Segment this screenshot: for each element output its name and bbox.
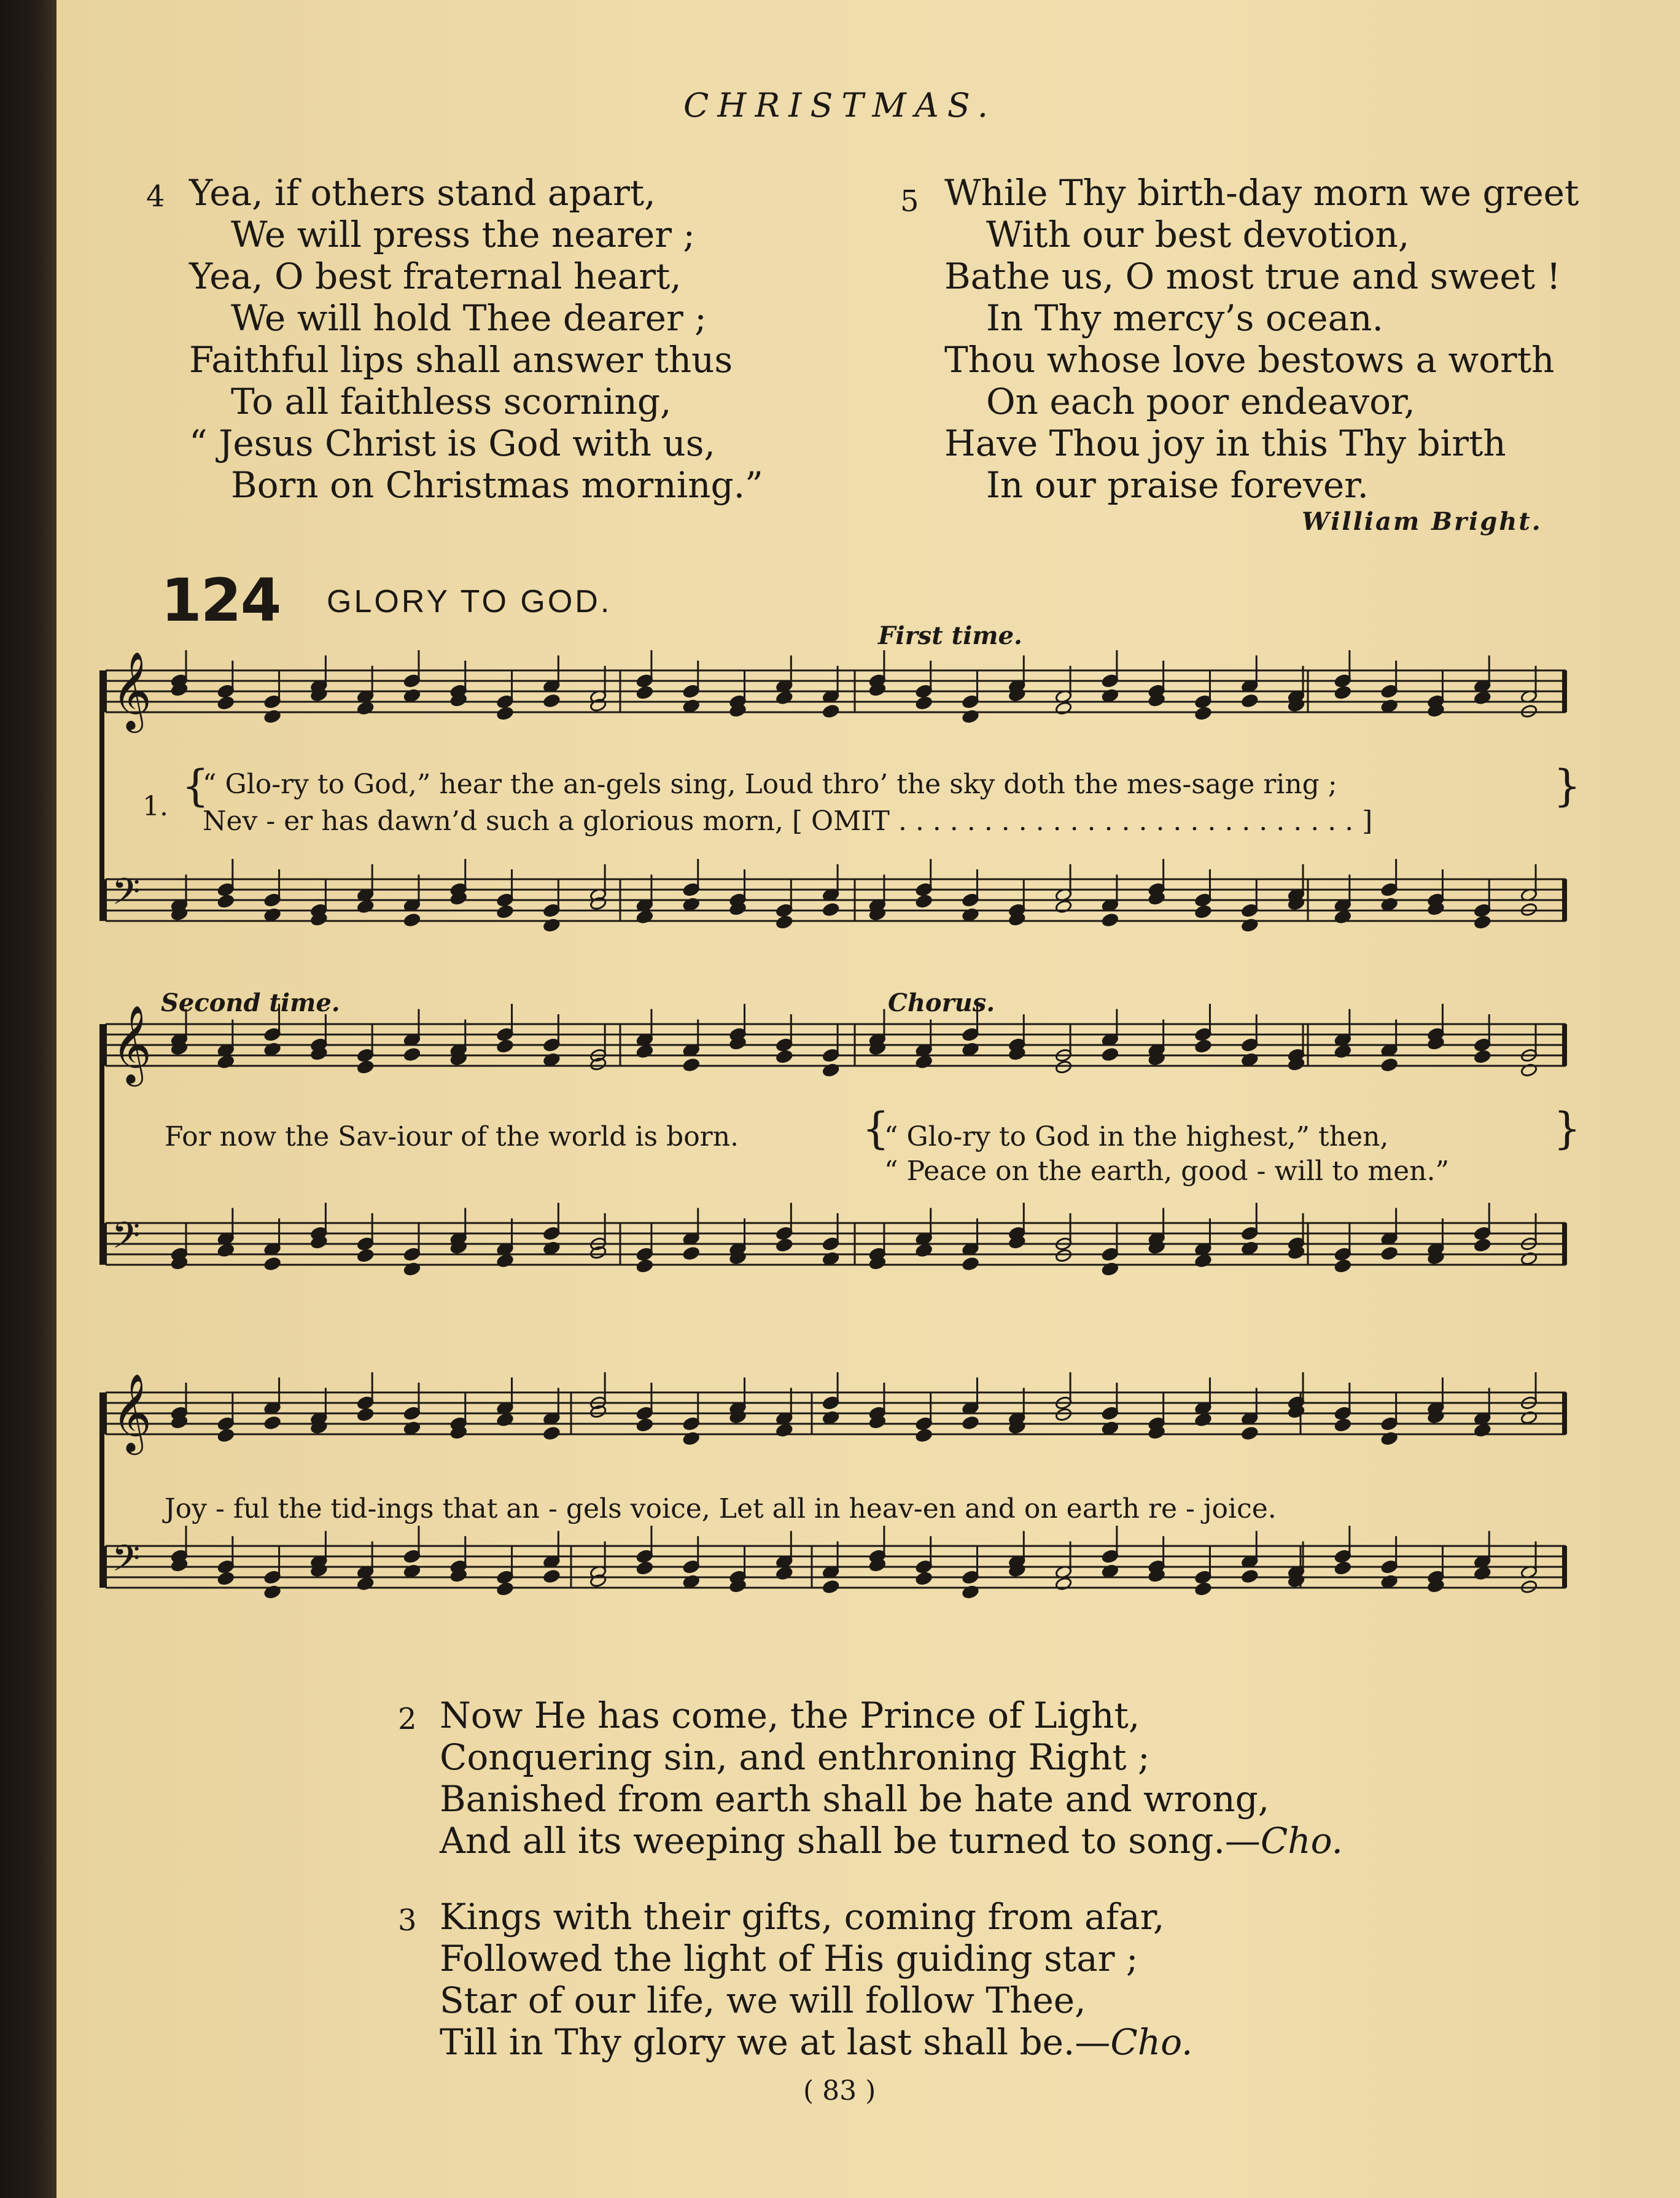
verse-line: Banished from earth shall be hate and wrong, xyxy=(440,1778,1270,1820)
notehead xyxy=(217,696,235,710)
notehead xyxy=(1474,915,1491,929)
lyrics-line: Joy - ful the tid-ings that an - gels voice, Let all in heav-en and on earth re - joice. xyxy=(165,1493,1277,1524)
notehead xyxy=(1055,1060,1072,1074)
hymn-title: GLORY TO GOD. xyxy=(327,584,612,619)
notehead xyxy=(636,1044,653,1058)
author-attribution: William Bright. xyxy=(1302,507,1542,536)
notehead xyxy=(497,904,514,918)
notehead xyxy=(1334,1044,1351,1058)
verse-line: Yea, O best fraternal heart, xyxy=(189,255,682,297)
notehead xyxy=(217,1243,235,1257)
hymn-number: 124 xyxy=(161,566,281,635)
chorus-cue: Cho. xyxy=(1260,1820,1343,1862)
notehead xyxy=(962,1257,979,1271)
chorus-cue: Cho. xyxy=(1110,2021,1193,2063)
notehead xyxy=(264,1416,281,1430)
notehead xyxy=(916,1571,933,1585)
notehead xyxy=(543,1569,560,1583)
notehead xyxy=(403,1047,421,1062)
brace-left: { xyxy=(862,1103,890,1154)
notehead xyxy=(636,1561,653,1575)
bass-clef-icon: 𝄢 xyxy=(112,1537,141,1588)
bass-clef-icon: 𝄢 xyxy=(112,1214,141,1265)
notehead xyxy=(543,694,560,708)
notehead xyxy=(1055,701,1072,715)
notehead xyxy=(776,915,793,929)
notehead xyxy=(1474,1049,1491,1063)
notehead xyxy=(1102,913,1119,927)
verse-line: Born on Christmas morning.” xyxy=(231,464,763,506)
verse-text: And all its weeping shall be turned to song.— xyxy=(440,1820,1261,1862)
notehead xyxy=(822,704,839,718)
verse-line: Now He has come, the Prince of Light, xyxy=(440,1695,1140,1736)
notehead xyxy=(1381,1246,1398,1260)
notehead xyxy=(1381,1058,1398,1072)
verse-line: On each poor endeavor, xyxy=(986,381,1415,422)
notehead xyxy=(776,1423,793,1437)
notehead xyxy=(1055,1577,1072,1591)
stanza-2-number: 2 xyxy=(398,1702,417,1736)
notehead xyxy=(1102,1047,1119,1062)
lyrics-line: Nev - er has dawn’d such a glorious morn, [ OMIT . . . . . . . . . . . . . . . . . . . . . . . . . . . ] xyxy=(203,806,1373,837)
notehead xyxy=(1241,1569,1258,1583)
notehead xyxy=(776,1566,793,1580)
notehead xyxy=(1474,691,1491,705)
verse-line: Followed the light of His guiding star ; xyxy=(440,1938,1138,1979)
verse-line: With our best devotion, xyxy=(986,214,1410,255)
notehead xyxy=(636,910,653,924)
notehead xyxy=(264,1257,281,1271)
verse-line: Bathe us, O most true and sweet ! xyxy=(944,255,1561,297)
first-time-label: First time. xyxy=(878,621,1022,650)
notehead xyxy=(1474,1238,1491,1252)
notehead xyxy=(916,1428,933,1442)
notehead xyxy=(916,696,933,710)
notehead xyxy=(962,1416,979,1430)
notehead xyxy=(916,894,933,908)
notehead xyxy=(916,1055,933,1069)
stanza-4-number: 4 xyxy=(146,179,165,214)
notehead xyxy=(822,903,839,917)
lyrics-line: “ Glo-ry to God in the highest,” then, xyxy=(884,1121,1389,1152)
stanza-5-number: 5 xyxy=(900,184,919,219)
notehead xyxy=(1241,694,1258,708)
notehead xyxy=(357,1248,374,1262)
notehead xyxy=(217,894,235,908)
notehead xyxy=(497,1254,514,1268)
treble-clef-icon: 𝄞 xyxy=(112,651,152,729)
treble-clef-icon: 𝄞 xyxy=(112,1373,152,1451)
notehead xyxy=(543,1426,560,1440)
notehead xyxy=(1055,899,1072,914)
notehead xyxy=(497,1413,514,1427)
notehead xyxy=(1055,1248,1072,1262)
stanza-3-number: 3 xyxy=(398,1903,417,1938)
notehead xyxy=(776,691,793,705)
notehead xyxy=(1194,706,1211,720)
verse-line: In our praise forever. xyxy=(986,464,1369,506)
notehead xyxy=(1194,904,1211,918)
verse-line: Thou whose love bestows a worth xyxy=(944,339,1555,381)
notehead xyxy=(1241,1426,1258,1440)
chorus-label: Chorus. xyxy=(888,988,995,1017)
notehead xyxy=(1194,1413,1211,1427)
brace-left: { xyxy=(182,761,209,811)
notehead xyxy=(497,1582,514,1596)
notehead xyxy=(683,1058,700,1072)
notehead xyxy=(636,1418,653,1432)
stanza-2 xyxy=(440,1695,1343,1862)
notehead xyxy=(1334,685,1351,699)
verse-number-1: 1. xyxy=(142,791,168,822)
brace-right: } xyxy=(1554,1103,1581,1154)
verse-line: Kings with their gifts, coming from afar, xyxy=(440,1896,1165,1938)
notehead xyxy=(217,1571,235,1585)
brace-right: } xyxy=(1554,761,1581,811)
verse-line: Faithful lips shall answer thus xyxy=(189,339,733,381)
verse-line: To all faithless scorning, xyxy=(231,381,672,422)
notehead xyxy=(1334,1418,1351,1432)
notehead xyxy=(1194,1039,1211,1053)
notehead xyxy=(1334,1561,1351,1575)
verse-line: Star of our life, we will follow Thee, xyxy=(440,1979,1086,2021)
verse-line: We will hold Thee dearer ; xyxy=(231,297,707,339)
notehead xyxy=(357,1407,374,1421)
verse-line: We will press the nearer ; xyxy=(231,214,695,255)
lyrics-line: “ Peace on the earth, good - will to men.” xyxy=(884,1155,1449,1187)
notehead xyxy=(636,1259,653,1273)
notehead xyxy=(1334,910,1351,924)
verse-line: While Thy birth-day morn we greet xyxy=(944,172,1579,214)
notehead xyxy=(822,1580,839,1594)
notehead xyxy=(403,913,421,927)
notehead xyxy=(636,685,653,699)
notehead xyxy=(1474,1566,1491,1580)
notehead xyxy=(683,1246,700,1260)
notehead xyxy=(1194,1582,1211,1596)
notehead xyxy=(497,706,514,720)
notehead xyxy=(357,899,374,914)
page-number: ( 83 ) xyxy=(803,2075,876,2107)
notehead xyxy=(1474,1423,1491,1437)
verse-line: Have Thou joy in this Thy birth xyxy=(944,422,1506,464)
notehead xyxy=(1055,1407,1072,1421)
verse-line xyxy=(440,2021,1192,2063)
second-time-label: Second time. xyxy=(161,988,340,1017)
notehead xyxy=(776,1238,793,1252)
notehead xyxy=(217,1428,235,1442)
notehead xyxy=(776,1049,793,1063)
verse-line: Yea, if others stand apart, xyxy=(189,172,656,214)
notehead xyxy=(1194,1254,1211,1268)
treble-clef-icon: 𝄞 xyxy=(112,1004,152,1083)
verse-line: In Thy mercy’s ocean. xyxy=(986,297,1383,339)
notehead xyxy=(357,1060,374,1074)
verse-line: Conquering sin, and enthroning Right ; xyxy=(440,1736,1150,1778)
notehead xyxy=(1334,1259,1351,1273)
verse-text: Till in Thy glory we at last shall be.— xyxy=(440,2021,1111,2063)
bass-clef-icon: 𝄢 xyxy=(112,870,141,922)
lyrics-line: For now the Sav-iour of the world is born. xyxy=(165,1121,739,1152)
notehead xyxy=(916,1243,933,1257)
running-header: CHRISTMAS. xyxy=(683,86,997,125)
lyrics-line: “ Glo-ry to God,” hear the an-gels sing, Loud thro’ the sky doth the mes-sage ring ; xyxy=(203,769,1337,800)
verse-line: “ Jesus Christ is God with us, xyxy=(189,422,715,464)
stanza-3 xyxy=(440,1896,1192,2063)
notehead xyxy=(497,1039,514,1053)
notehead xyxy=(357,1577,374,1591)
notehead xyxy=(357,701,374,715)
verse-line xyxy=(440,1820,1343,1862)
notehead xyxy=(217,1055,235,1069)
